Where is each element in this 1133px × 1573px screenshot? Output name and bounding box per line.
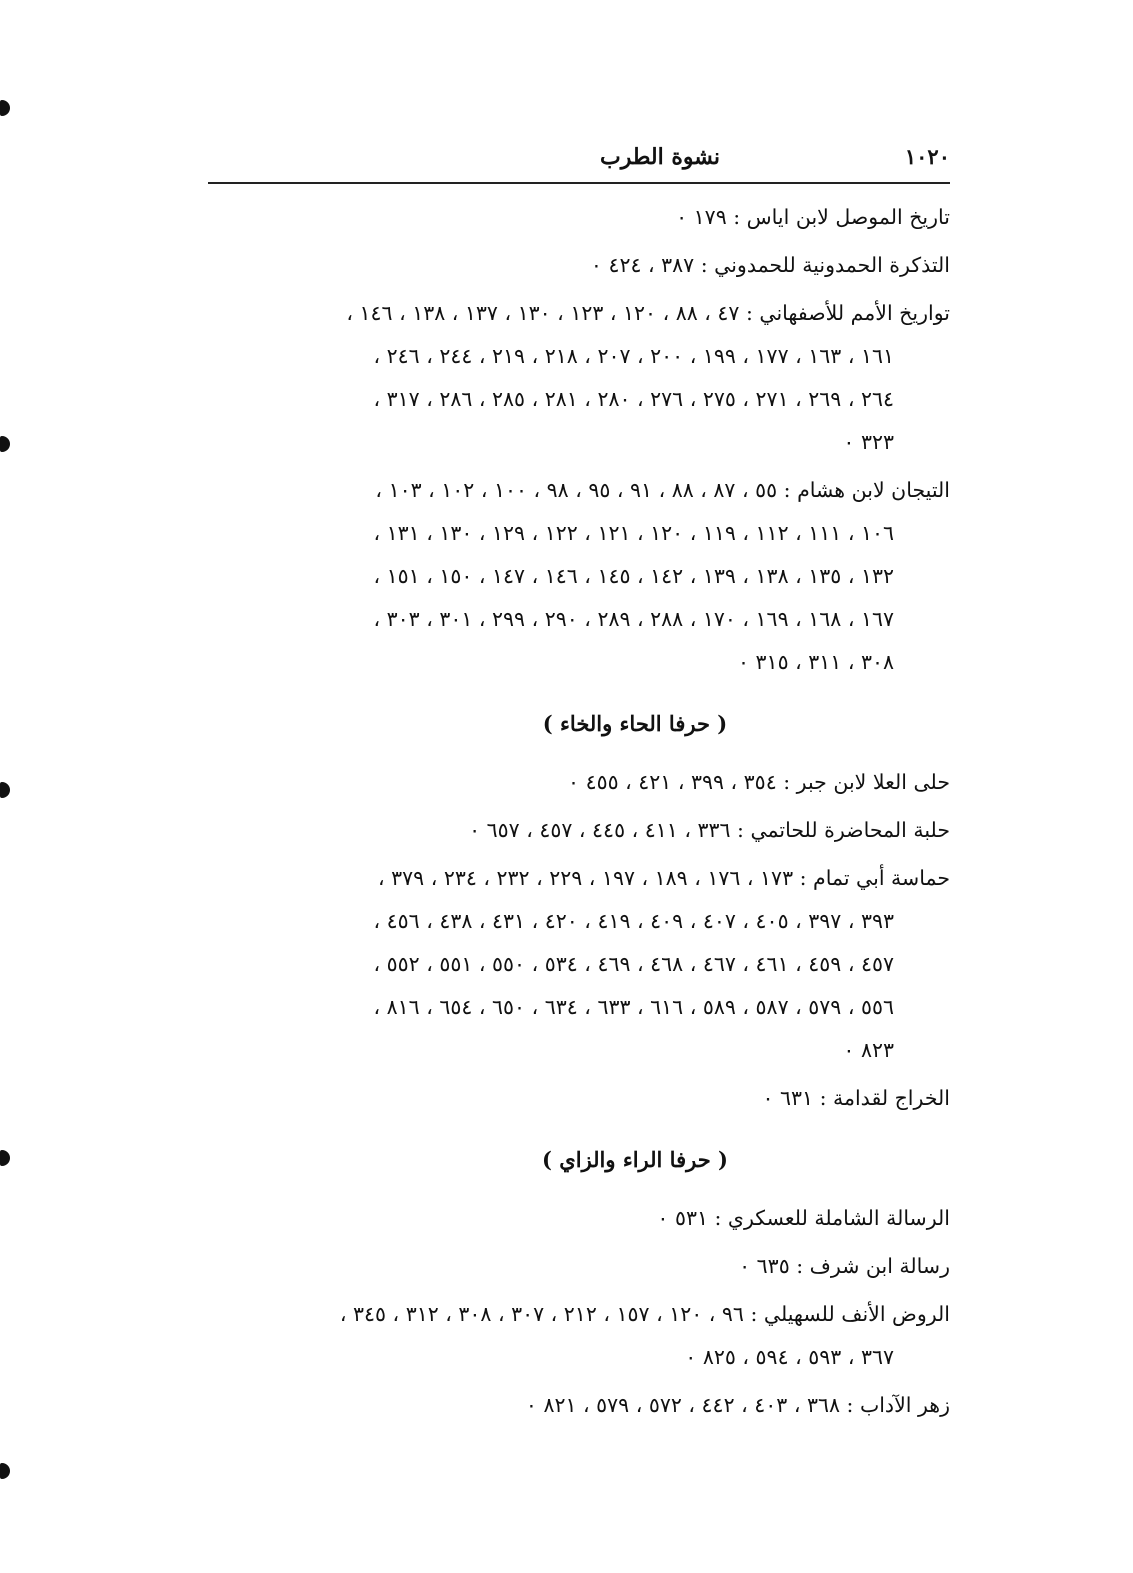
entry-continuation-line: ٤٥٧ ، ٤٥٩ ، ٤٦١ ، ٤٦٧ ، ٤٦٨ ، ٤٦٩ ، ٥٣٤ ، ٥٥٠ ، ٥٥١ ، ٥٥٢ ، [373, 952, 894, 976]
index-entry [200, 1077, 950, 1120]
index-entry [200, 1384, 950, 1427]
index-entry [200, 1197, 950, 1240]
index-entry [200, 196, 950, 239]
entry-continuation-line: ٣٦٧ ، ٥٩٣ ، ٥٩٤ ، ٨٢٥ ٠ [685, 1345, 894, 1369]
index-body [200, 196, 950, 1427]
entry-line: الروض الأنف للسهيلي : ٩٦ ، ١٢٠ ، ١٥٧ ، ٢١٢ ، ٣٠٧ ، ٣٠٨ ، ٣١٢ ، ٣٤٥ ، [339, 1302, 950, 1326]
index-entry [200, 244, 950, 287]
index-entry [200, 857, 950, 1072]
scan-binding-mark [0, 436, 10, 452]
section-heading: ( حرفا الحاء والخاء ) [542, 711, 728, 736]
section-heading: ( حرفا الراء والزاي ) [542, 1147, 728, 1172]
page-number: ١٠٢٠ [904, 144, 950, 169]
scan-binding-mark [0, 1463, 10, 1479]
scan-binding-mark [0, 100, 10, 116]
scan-binding-mark [0, 782, 10, 798]
entry-continuation-line: ٣٢٣ ٠ [843, 430, 894, 454]
index-entry [200, 809, 950, 852]
entry-continuation-line: ١٦٧ ، ١٦٨ ، ١٦٩ ، ١٧٠ ، ٢٨٨ ، ٢٨٩ ، ٢٩٠ ، ٢٩٩ ، ٣٠١ ، ٣٠٣ ، [373, 607, 894, 631]
running-title: نشوة الطرب [599, 144, 720, 170]
page-header [208, 142, 950, 184]
index-group-2 [200, 761, 950, 1120]
entry-continuation-line: ٨٢٣ ٠ [843, 1038, 894, 1062]
entry-line: حماسة أبي تمام : ١٧٣ ، ١٧٦ ، ١٨٩ ، ١٩٧ ، ٢٢٩ ، ٢٣٢ ، ٢٣٤ ، ٣٧٩ ، [377, 866, 950, 890]
entry-continuation-line: ٣٠٨ ، ٣١١ ، ٣١٥ ٠ [738, 650, 894, 674]
entry-line: تاريخ الموصل لابن اياس : ١٧٩ ٠ [676, 205, 950, 229]
entry-line: التذكرة الحمدونية للحمدوني : ٣٨٧ ، ٤٢٤ ٠ [590, 253, 950, 277]
entry-line: رسالة ابن شرف : ٦٣٥ ٠ [739, 1254, 950, 1278]
index-entry [200, 1245, 950, 1288]
scan-binding-mark [0, 1150, 10, 1166]
entry-line: الرسالة الشاملة للعسكري : ٥٣١ ٠ [657, 1206, 950, 1230]
index-group-1 [200, 196, 950, 684]
entry-line: تواريخ الأمم للأصفهاني : ٤٧ ، ٨٨ ، ١٢٠ ، ١٢٣ ، ١٣٠ ، ١٣٧ ، ١٣٨ ، ١٤٦ ، [346, 301, 950, 325]
index-entry [200, 292, 950, 464]
entry-continuation-line: ١٠٦ ، ١١١ ، ١١٢ ، ١١٩ ، ١٢٠ ، ١٢١ ، ١٢٢ ، ١٢٩ ، ١٣٠ ، ١٣١ ، [373, 521, 894, 545]
entry-line: الخراج لقدامة : ٦٣١ ٠ [762, 1086, 950, 1110]
index-entry [200, 761, 950, 804]
entry-line: زهر الآداب : ٣٦٨ ، ٤٠٣ ، ٤٤٢ ، ٥٧٢ ، ٥٧٩ ، ٨٢١ ٠ [525, 1393, 950, 1417]
entry-line: حلبة المحاضرة للحاتمي : ٣٣٦ ، ٤١١ ، ٤٤٥ ، ٤٥٧ ، ٦٥٧ ٠ [469, 818, 950, 842]
entry-continuation-line: ٢٦٤ ، ٢٦٩ ، ٢٧١ ، ٢٧٥ ، ٢٧٦ ، ٢٨٠ ، ٢٨١ ، ٢٨٥ ، ٢٨٦ ، ٣١٧ ، [373, 387, 894, 411]
entry-line: حلى العلا لابن جبر : ٣٥٤ ، ٣٩٩ ، ٤٢١ ، ٤٥٥ ٠ [568, 770, 950, 794]
index-entry [200, 469, 950, 684]
entry-continuation-line: ٥٥٦ ، ٥٧٩ ، ٥٨٧ ، ٥٨٩ ، ٦١٦ ، ٦٣٣ ، ٦٣٤ ، ٦٥٠ ، ٦٥٤ ، ٨١٦ ، [373, 995, 894, 1019]
index-entry [200, 1293, 950, 1379]
entry-line: التيجان لابن هشام : ٥٥ ، ٨٧ ، ٨٨ ، ٩١ ، ٩٥ ، ٩٨ ، ١٠٠ ، ١٠٢ ، ١٠٣ ، [375, 478, 950, 502]
index-group-3 [200, 1197, 950, 1427]
entry-continuation-line: ١٦١ ، ١٦٣ ، ١٧٧ ، ١٩٩ ، ٢٠٠ ، ٢٠٧ ، ٢١٨ ، ٢١٩ ، ٢٤٤ ، ٢٤٦ ، [373, 344, 894, 368]
entry-continuation-line: ٣٩٣ ، ٣٩٧ ، ٤٠٥ ، ٤٠٧ ، ٤٠٩ ، ٤١٩ ، ٤٢٠ ، ٤٣١ ، ٤٣٨ ، ٤٥٦ ، [373, 909, 894, 933]
entry-continuation-line: ١٣٢ ، ١٣٥ ، ١٣٨ ، ١٣٩ ، ١٤٢ ، ١٤٥ ، ١٤٦ ، ١٤٧ ، ١٥٠ ، ١٥١ ، [373, 564, 894, 588]
